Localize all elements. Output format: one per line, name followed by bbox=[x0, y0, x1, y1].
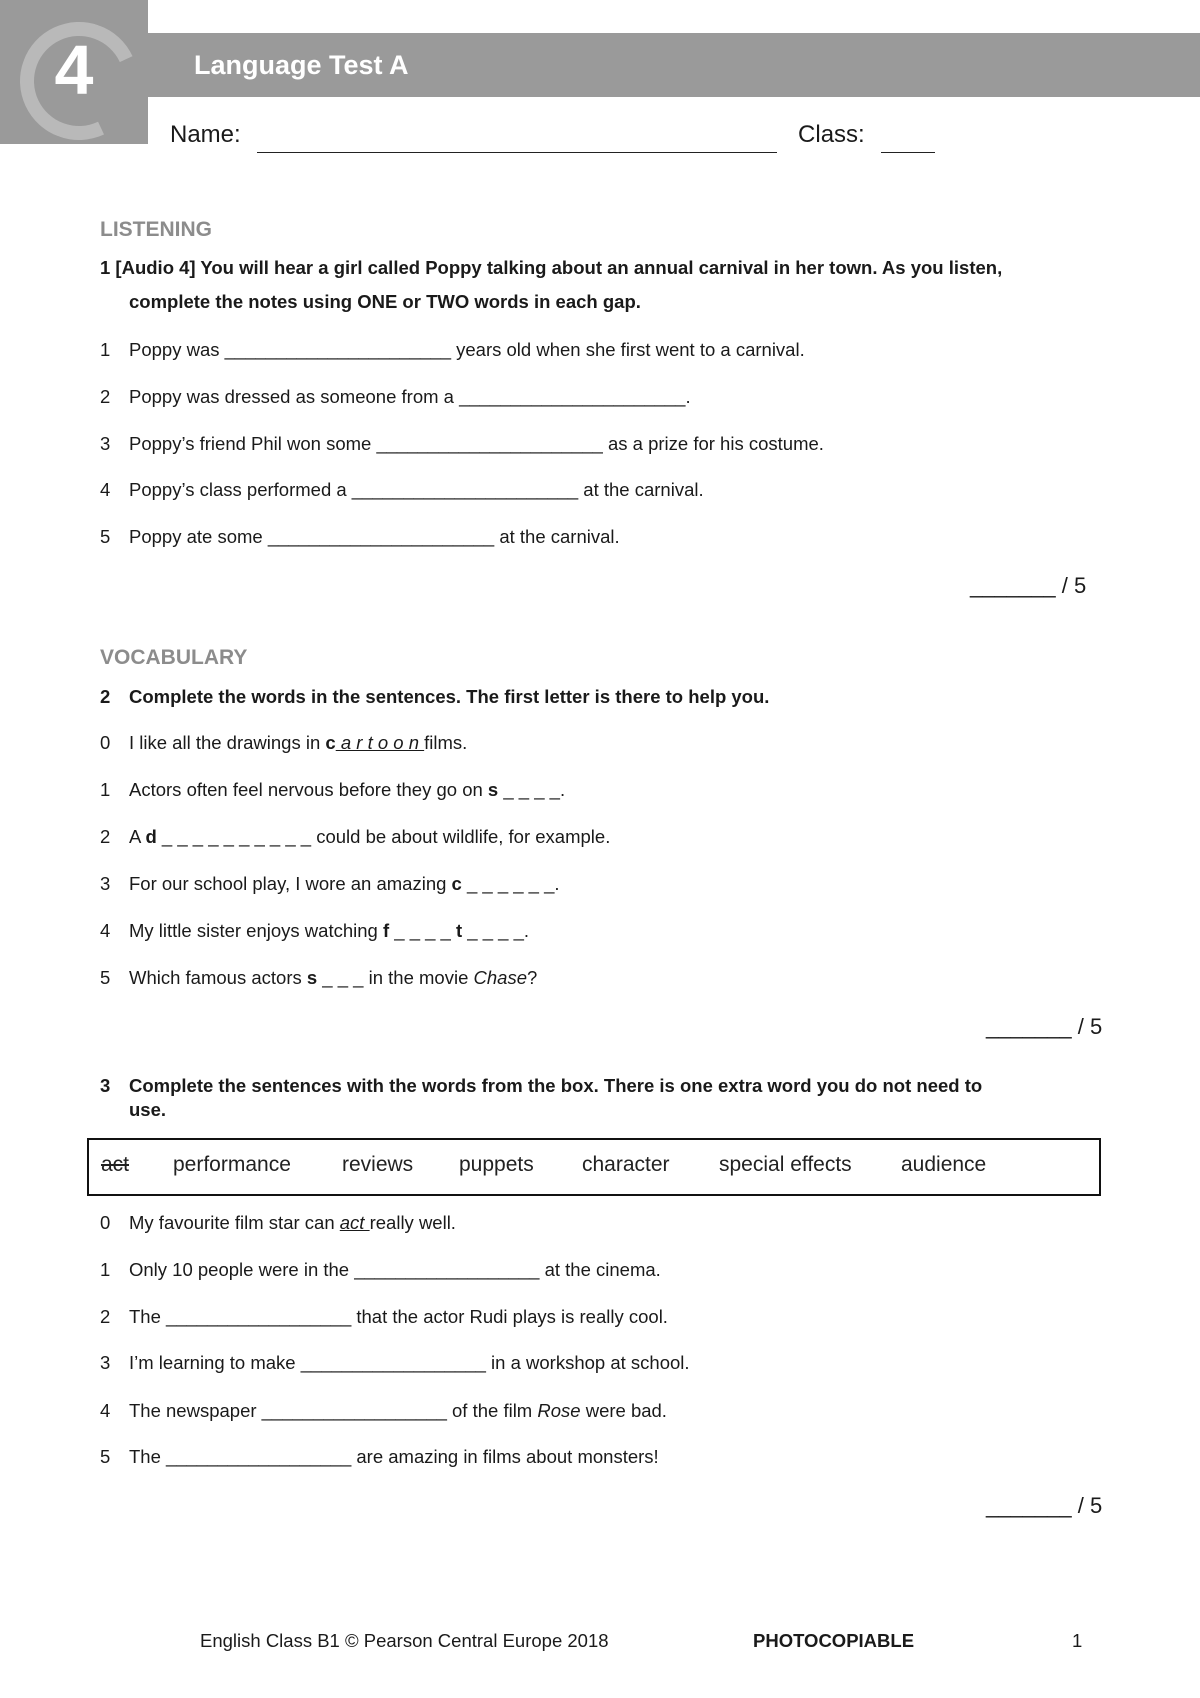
item-text: films. bbox=[424, 732, 468, 753]
item-number: 3 bbox=[100, 1352, 111, 1373]
example-answer: act bbox=[339, 1212, 370, 1233]
item-text: My little sister enjoys watching bbox=[129, 920, 383, 941]
unit-tab bbox=[0, 0, 148, 144]
list-item bbox=[100, 384, 691, 410]
item-text: Only 10 people were in the bbox=[129, 1259, 355, 1280]
item-text: For our school play, I wore an amazing bbox=[129, 873, 452, 894]
answer-gap[interactable]: __________________ bbox=[166, 1446, 352, 1467]
first-letter: s bbox=[487, 779, 499, 800]
item-text: are amazing in films about monsters! bbox=[351, 1446, 659, 1467]
answer-gap[interactable]: ______________________ bbox=[224, 339, 451, 360]
score-exercise-3[interactable]: _______ / 5 bbox=[986, 1493, 1103, 1518]
page-number: 1 bbox=[1072, 1630, 1083, 1651]
item-text: A bbox=[129, 826, 146, 847]
item-number: 4 bbox=[100, 920, 111, 941]
list-item bbox=[100, 1304, 668, 1330]
item-number: 1 bbox=[100, 1259, 111, 1280]
list-item bbox=[100, 1444, 659, 1470]
item-number: 3 bbox=[100, 873, 111, 894]
section-heading-vocabulary: VOCABULARY bbox=[100, 646, 248, 669]
list-item bbox=[100, 477, 704, 503]
footer-copyright: English Class B1 © Pearson Central Europe 2018 bbox=[200, 1630, 609, 1651]
first-letter: c bbox=[451, 873, 462, 894]
list-item bbox=[100, 524, 620, 550]
list-item bbox=[100, 965, 537, 991]
item-text: Poppy was bbox=[129, 339, 225, 360]
instruction-line: Complete the words in the sentences. The first letter is there to help you. bbox=[129, 686, 770, 707]
word-box bbox=[87, 1138, 1101, 1196]
item-text: I’m learning to make bbox=[129, 1352, 301, 1373]
film-title: Chase bbox=[473, 967, 527, 988]
first-letter: d bbox=[145, 826, 157, 847]
list-item bbox=[100, 1257, 661, 1283]
item-text: . bbox=[523, 920, 530, 941]
exercise-number: 3 bbox=[100, 1075, 111, 1096]
score-listening[interactable]: _______ / 5 bbox=[970, 573, 1087, 598]
score-exercise-2[interactable]: _______ / 5 bbox=[986, 1014, 1103, 1039]
item-number: 3 bbox=[100, 433, 111, 454]
instruction-line: Complete the sentences with the words from the box. There is one extra word you do not need to bbox=[129, 1075, 983, 1096]
item-text: could be about wildlife, for example. bbox=[311, 826, 611, 847]
item-text: Poppy ate some bbox=[129, 526, 268, 547]
item-number: 0 bbox=[100, 732, 111, 753]
item-number: 4 bbox=[100, 1400, 111, 1421]
item-number: 5 bbox=[100, 967, 111, 988]
item-number: 2 bbox=[100, 826, 111, 847]
answer-gap[interactable]: _ _ _ bbox=[317, 967, 364, 988]
answer-gap[interactable]: ______________________ bbox=[376, 433, 603, 454]
list-item bbox=[100, 918, 529, 944]
exercise-number: 2 bbox=[100, 686, 111, 707]
answer-gap[interactable]: ______________________ bbox=[267, 526, 495, 547]
answer-gap[interactable]: _ _ _ _ bbox=[389, 920, 456, 941]
item-text: Actors often feel nervous before they go on bbox=[129, 779, 488, 800]
answer-gap[interactable]: __________________ bbox=[261, 1400, 447, 1421]
answer-gap[interactable]: __________________ bbox=[300, 1352, 486, 1373]
exercise-2-instruction bbox=[100, 680, 1110, 714]
item-text: I like all the drawings in bbox=[129, 732, 326, 753]
answer-gap[interactable]: __________________ bbox=[354, 1259, 540, 1280]
item-number: 1 bbox=[100, 779, 111, 800]
name-field[interactable] bbox=[257, 118, 777, 153]
item-text: Poppy’s class performed a bbox=[129, 479, 352, 500]
list-item bbox=[100, 730, 467, 756]
page-title: Language Test A bbox=[194, 50, 409, 80]
listening-instruction bbox=[100, 251, 1110, 319]
word-box-item: act bbox=[101, 1153, 130, 1176]
answer-gap[interactable]: _ _ _ _ _ _ _ _ _ _ bbox=[156, 826, 312, 847]
item-number: 2 bbox=[100, 1306, 111, 1327]
item-text: that the actor Rudi plays is really cool. bbox=[351, 1306, 668, 1327]
name-class-line bbox=[170, 118, 935, 153]
answer-gap[interactable]: _ _ _ _ _ _ bbox=[461, 873, 555, 894]
item-number: 0 bbox=[100, 1212, 111, 1233]
list-item bbox=[100, 1210, 456, 1236]
list-item bbox=[100, 871, 560, 897]
item-text: of the film bbox=[446, 1400, 538, 1421]
item-text: at the cinema. bbox=[539, 1259, 661, 1280]
item-text: Which famous actors bbox=[129, 967, 307, 988]
word-box-item: audience bbox=[901, 1153, 987, 1176]
word-box-item: character bbox=[582, 1153, 670, 1176]
answer-gap[interactable]: ______________________ bbox=[351, 479, 579, 500]
title-band bbox=[148, 33, 1200, 97]
item-text: years old when she first went to a carnival. bbox=[451, 339, 805, 360]
item-text: The bbox=[129, 1306, 167, 1327]
item-text: The newspaper bbox=[129, 1400, 262, 1421]
list-item bbox=[100, 777, 565, 803]
answer-gap[interactable]: _ _ _ _ bbox=[462, 920, 524, 941]
answer-gap[interactable]: __________________ bbox=[166, 1306, 352, 1327]
name-label: Name: bbox=[170, 121, 241, 148]
item-number: 4 bbox=[100, 479, 111, 500]
first-letter: c bbox=[325, 732, 336, 753]
item-text: in a workshop at school. bbox=[485, 1352, 690, 1373]
item-number: 2 bbox=[100, 386, 111, 407]
item-text: at the carnival. bbox=[494, 526, 620, 547]
film-title: Rose bbox=[537, 1400, 581, 1421]
item-text: were bad. bbox=[580, 1400, 667, 1421]
item-text: . bbox=[559, 779, 566, 800]
item-text: as a prize for his costume. bbox=[602, 433, 824, 454]
item-text: Poppy’s friend Phil won some bbox=[129, 433, 377, 454]
first-letter: f bbox=[382, 920, 390, 941]
item-text: ? bbox=[526, 967, 538, 988]
word-box-item: performance bbox=[173, 1153, 291, 1176]
first-letter: t bbox=[455, 920, 463, 941]
item-text: in the movie bbox=[363, 967, 474, 988]
item-number: 5 bbox=[100, 1446, 111, 1467]
item-text: The bbox=[129, 1446, 167, 1467]
instruction-line: use. bbox=[129, 1099, 167, 1120]
unit-number: 4 bbox=[54, 31, 94, 109]
list-item bbox=[100, 431, 824, 457]
example-answer: a r t o o n bbox=[335, 732, 425, 753]
item-text: Poppy was dressed as someone from a bbox=[129, 386, 460, 407]
item-text: at the carnival. bbox=[578, 479, 704, 500]
item-number: 5 bbox=[100, 526, 111, 547]
section-heading-listening: LISTENING bbox=[100, 218, 213, 241]
item-text: . bbox=[554, 873, 560, 894]
word-box-item: special effects bbox=[719, 1153, 852, 1176]
answer-gap[interactable]: _ _ _ _ bbox=[498, 779, 560, 800]
class-field[interactable] bbox=[881, 118, 935, 153]
item-number: 1 bbox=[100, 339, 111, 360]
item-text: really well. bbox=[369, 1212, 456, 1233]
list-item bbox=[100, 337, 805, 363]
answer-gap[interactable]: ______________________ bbox=[459, 386, 686, 407]
item-text: My favourite film star can bbox=[129, 1212, 340, 1233]
word-box-item: reviews bbox=[342, 1153, 414, 1176]
footer-photocopiable: PHOTOCOPIABLE bbox=[753, 1630, 915, 1651]
exercise-3-instruction bbox=[100, 1074, 1110, 1122]
list-item bbox=[100, 1350, 690, 1376]
item-text: . bbox=[685, 386, 691, 407]
class-label: Class: bbox=[798, 121, 865, 148]
list-item bbox=[100, 824, 610, 850]
instruction-line: 1 [Audio 4] You will hear a girl called Poppy talking about an annual carnival in her town. As you listen, bbox=[100, 257, 1003, 278]
first-letter: s bbox=[306, 967, 318, 988]
list-item bbox=[100, 1398, 667, 1424]
instruction-line: complete the notes using ONE or TWO words in each gap. bbox=[129, 291, 641, 312]
word-box-item: puppets bbox=[459, 1153, 534, 1176]
